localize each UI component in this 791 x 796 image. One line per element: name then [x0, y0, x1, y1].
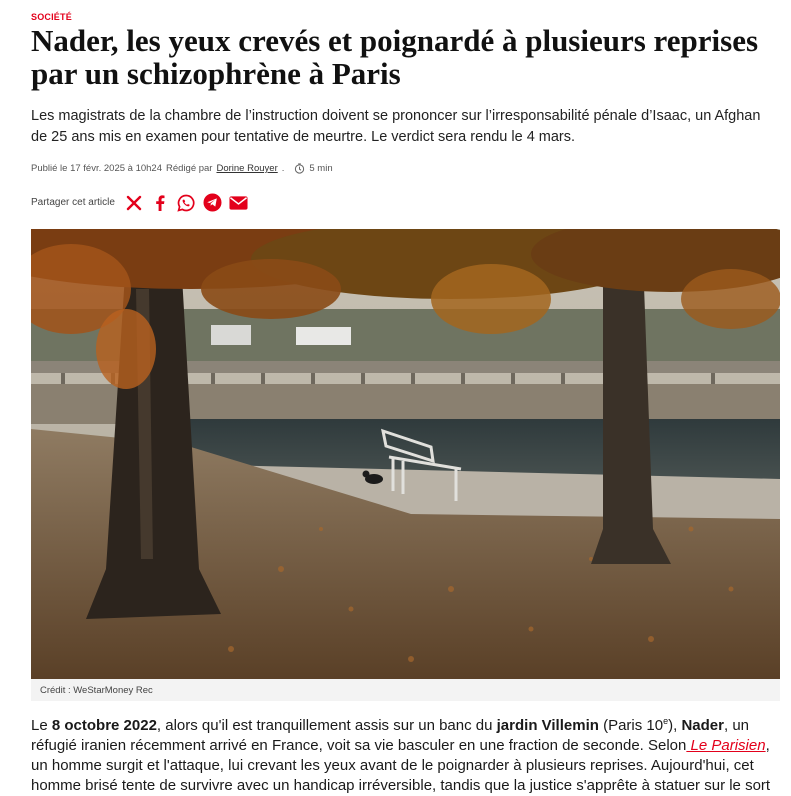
photo-caption-bar — [31, 679, 780, 701]
body-text-segment: , alors qu'il est tranquillement assis sur un banc du — [156, 717, 497, 734]
body-text-segment: , un réfugié iranien récemment arrivé en France, voit sa vie basculer en une fraction de seconde. Selon — [31, 717, 750, 754]
body-name: Nader — [681, 717, 724, 734]
clock-icon — [294, 163, 305, 174]
body-superscript: e — [663, 716, 669, 726]
body-text-segment: ), — [668, 717, 682, 734]
body-text-segment: (Paris 10 — [598, 717, 664, 734]
whatsapp-icon[interactable] — [177, 193, 196, 212]
author-prefix: Rédigé par — [166, 163, 213, 174]
author-link[interactable]: Dorine Rouyer — [216, 163, 278, 174]
email-icon[interactable] — [229, 193, 248, 212]
body-date: 8 octobre 2022 — [51, 717, 157, 734]
article-title: Nader, les yeux crevés et poignardé à plusieurs reprises par un schizophrène à Paris — [31, 23, 759, 91]
source-link[interactable]: Le Parisien — [686, 737, 766, 754]
facebook-icon[interactable] — [151, 193, 170, 212]
article-standfirst: Les magistrats de la chambre de l’instruction doivent se prononcer sur l’irresponsabilité pénale d’Isaac, un Afghan de 25 ans mis en examen pour tentative de meurtre. Le verdict sera rendu le 4 mars. — [31, 108, 761, 145]
category-label[interactable]: SOCIÉTÉ — [31, 12, 72, 22]
publish-date: Publié le 17 févr. 2025 à 10h24 — [31, 163, 162, 174]
body-place: jardin Villemin — [496, 717, 599, 734]
photo-credit: Crédit : WeStarMoney Rec — [40, 685, 153, 696]
share-bar — [31, 193, 255, 212]
article-body-paragraph — [31, 716, 781, 796]
article-meta: Publié le 17 févr. 2025 à 10h24 Rédigé par Dorine Rouyer . 5 min — [31, 163, 333, 174]
share-label: Partager cet article — [31, 197, 115, 208]
body-text-segment: Le — [31, 717, 52, 734]
article-photo — [31, 229, 780, 679]
telegram-icon[interactable] — [203, 193, 222, 212]
x-icon[interactable] — [125, 193, 144, 212]
reading-time: 5 min — [309, 163, 333, 174]
body-text-segment: , un homme surgit et l'attaque, lui crevant les yeux avant de le poignarder à plusieurs reprises. Aujourd'hui, cet homme brisé tente de survivre avec un handicap irréversible, tandis que la justice s'apprête à statuer sur le sort — [31, 737, 771, 794]
